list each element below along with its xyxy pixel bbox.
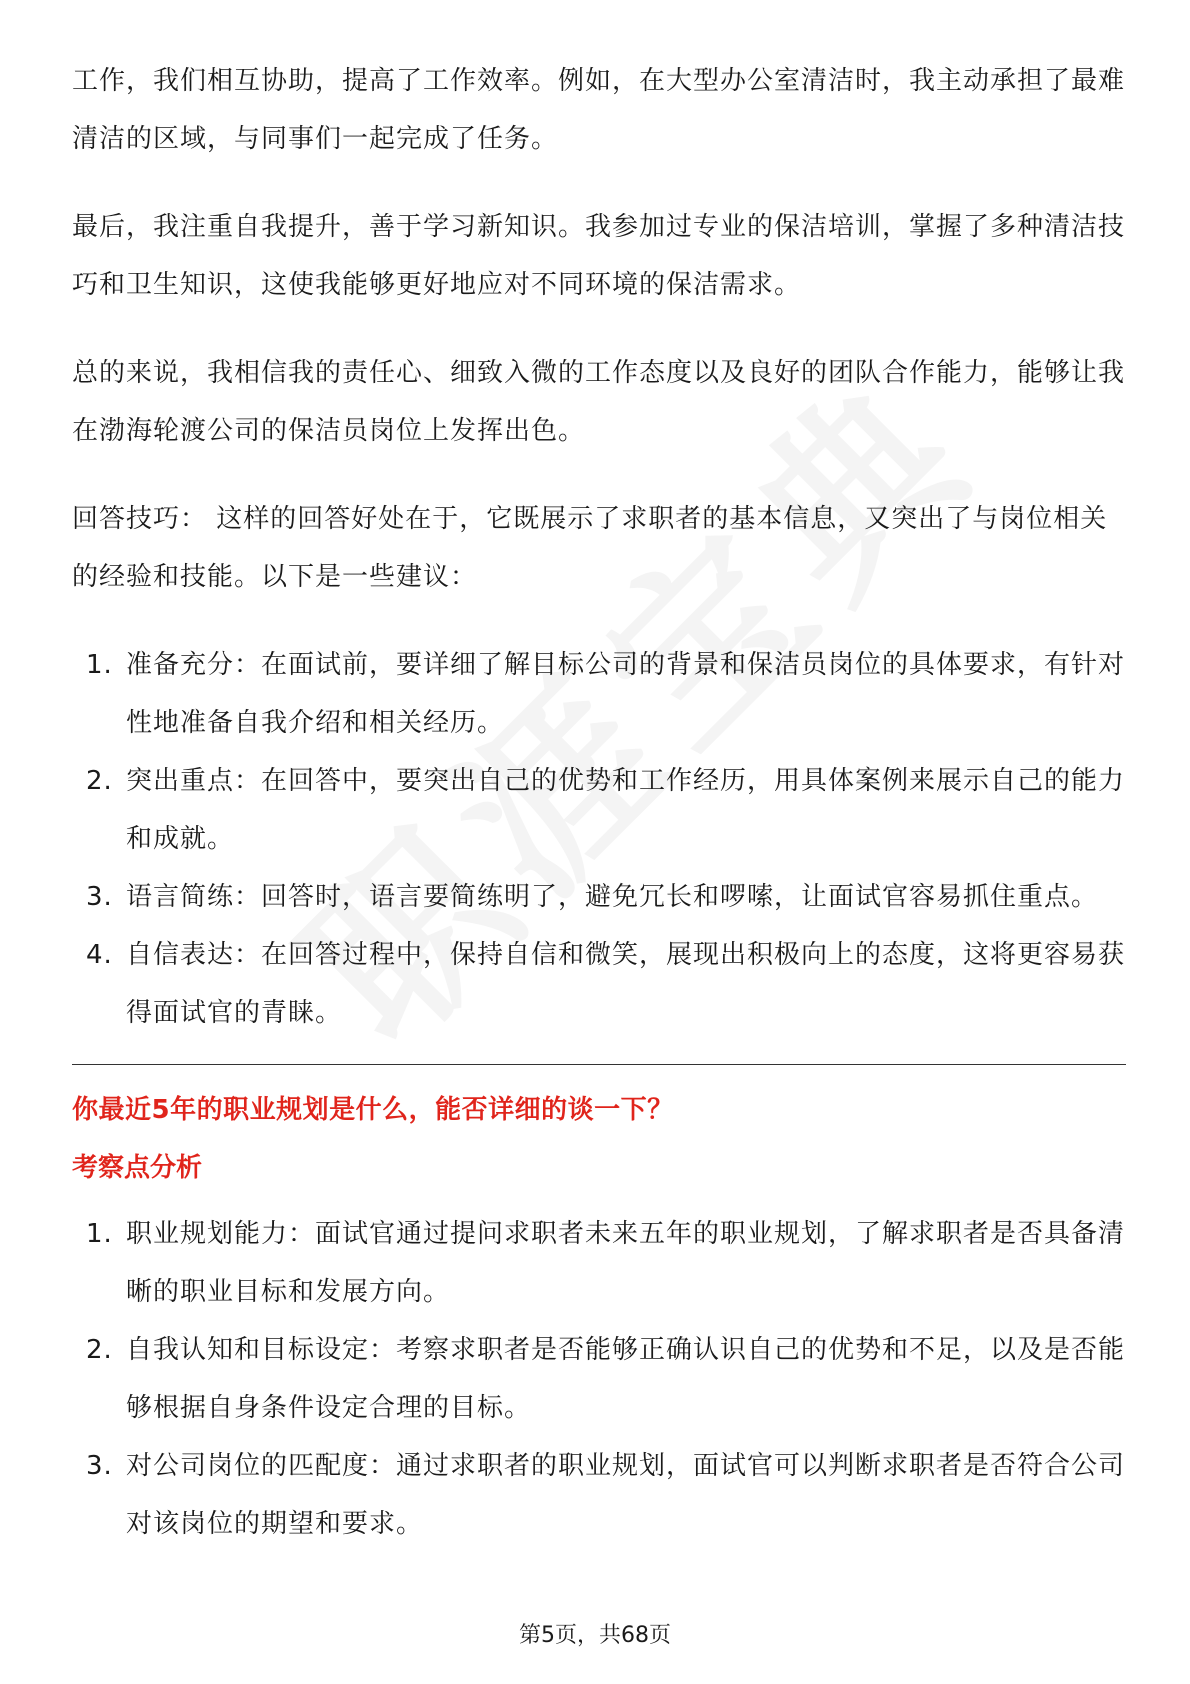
list-text: 准备充分：在面试前，要详细了解目标公司的背景和保洁员岗位的具体要求，有针对性地准备自我介绍和相关经历。 (126, 650, 1126, 738)
list-item (72, 752, 1126, 868)
list-number: 2. (86, 766, 113, 796)
list-item (72, 636, 1126, 752)
document-page (72, 52, 1126, 1575)
list-text: 职业规划能力：面试官通过提问求职者未来五年的职业规划，了解求职者是否具备清晰的职业目标和发展方向。 (126, 1219, 1126, 1307)
list-text: 自我认知和目标设定：考察求职者是否能够正确认识自己的优势和不足，以及是否能够根据自身条件设定合理的目标。 (126, 1335, 1126, 1423)
list-number: 2. (86, 1335, 113, 1365)
page-number-footer: 第5页，共68页 (519, 1623, 671, 1648)
analysis-heading: 考察点分析 (72, 1153, 203, 1183)
list-item (72, 1205, 1126, 1321)
list-number: 1. (86, 650, 113, 680)
paragraph-self-improvement: 最后，我注重自我提升，善于学习新知识。我参加过专业的保洁培训，掌握了多种清洁技巧和卫生知识，这使我能够更好地应对不同环境的保洁需求。 (72, 212, 1126, 300)
list-number: 1. (86, 1219, 113, 1249)
list-number: 3. (86, 882, 113, 912)
question-heading: 你最近5年的职业规划是什么，能否详细的谈一下？ (72, 1095, 674, 1125)
list-item (72, 926, 1126, 1042)
paragraph-teamwork: 工作，我们相互协助，提高了工作效率。例如，在大型办公室清洁时，我主动承担了最难清洁的区域，与同事们一起完成了任务。 (72, 66, 1126, 154)
list-item (72, 1437, 1126, 1553)
list-text: 对公司岗位的匹配度：通过求职者的职业规划，面试官可以判断求职者是否符合公司对该岗位的期望和要求。 (126, 1451, 1126, 1539)
list-number: 4. (86, 940, 113, 970)
section-divider (72, 1064, 1126, 1065)
tips-list (72, 636, 1126, 1042)
list-text: 自信表达：在回答过程中，保持自信和微笑，展现出积极向上的态度，这将更容易获得面试官的青睐。 (126, 940, 1126, 1028)
list-text: 语言简练：回答时，语言要简练明了，避免冗长和啰嗦，让面试官容易抓住重点。 (126, 882, 1099, 912)
paragraph-summary: 总的来说，我相信我的责任心、细致入微的工作态度以及良好的团队合作能力，能够让我在渤海轮渡公司的保洁员岗位上发挥出色。 (72, 358, 1126, 446)
analysis-list (72, 1205, 1126, 1553)
list-item (72, 868, 1126, 926)
list-text: 突出重点：在回答中，要突出自己的优势和工作经历，用具体案例来展示自己的能力和成就。 (126, 766, 1126, 854)
list-number: 3. (86, 1451, 113, 1481)
list-item (72, 1321, 1126, 1437)
paragraph-answer-tips: 回答技巧： 这样的回答好处在于，它既展示了求职者的基本信息，又突出了与岗位相关的经验和技能。以下是一些建议： (72, 504, 1108, 592)
